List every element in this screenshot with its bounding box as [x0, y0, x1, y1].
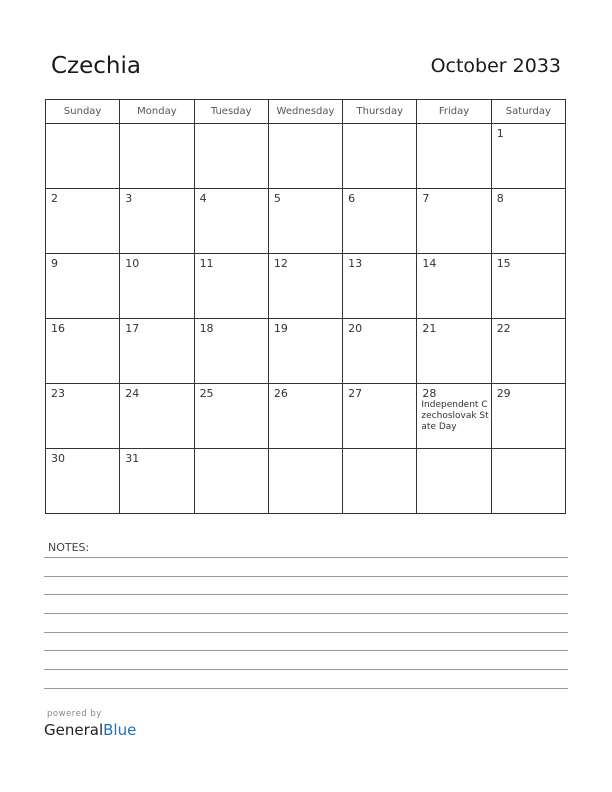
day-number: 23: [51, 387, 65, 400]
logo-general-text: General: [44, 721, 104, 739]
day-number: 17: [125, 322, 140, 335]
day-cell: [120, 189, 194, 254]
day-number: [417, 124, 490, 127]
weekday-wednesday: Wednesday: [268, 100, 342, 124]
day-number: 4: [199, 192, 207, 205]
day-number: 9: [51, 257, 58, 270]
day-cell: [120, 124, 194, 189]
day-number: 25: [199, 387, 214, 400]
day-cell: [268, 384, 342, 449]
logo-blue-text: Blue: [103, 721, 137, 739]
day-number: 24: [125, 387, 140, 400]
day-cell: [417, 189, 491, 254]
day-number: 2: [51, 192, 58, 205]
day-cell: [268, 449, 342, 514]
week-row-3: [46, 254, 566, 319]
day-cell: [343, 254, 417, 319]
weekday-thursday: Thursday: [343, 100, 417, 124]
day-number: 1: [496, 127, 504, 140]
day-number: [120, 124, 193, 127]
day-cell: [417, 319, 491, 384]
notes-line: [44, 576, 568, 577]
day-number: 16: [51, 322, 65, 335]
day-number: 14: [422, 257, 437, 270]
day-number: 20: [348, 322, 363, 335]
day-cell: [268, 254, 342, 319]
day-number: 5: [273, 192, 281, 205]
day-number: 8: [496, 192, 504, 205]
day-number: 7: [422, 192, 430, 205]
weekday-saturday: Saturday: [491, 100, 565, 124]
weekday-sunday: Sunday: [46, 100, 120, 124]
day-cell: [194, 449, 268, 514]
notes-line: [44, 557, 568, 558]
day-number: 28: [422, 387, 437, 400]
day-number: [492, 449, 565, 452]
day-cell: [194, 189, 268, 254]
day-number: [195, 124, 268, 127]
day-cell: [46, 254, 120, 319]
weekday-tuesday: Tuesday: [194, 100, 268, 124]
weekday-friday: Friday: [417, 100, 491, 124]
day-cell: [343, 189, 417, 254]
day-cell: [491, 254, 565, 319]
day-cell: [194, 319, 268, 384]
day-cell: [343, 124, 417, 189]
notes-line: [44, 650, 568, 651]
day-cell: [343, 384, 417, 449]
day-cell: [417, 124, 491, 189]
week-row-4: [46, 319, 566, 384]
day-cell: [491, 384, 565, 449]
notes-line: [44, 632, 568, 633]
calendar-grid: [45, 99, 566, 514]
day-number: 31: [125, 452, 140, 465]
day-number: 21: [422, 322, 437, 335]
day-number: [46, 124, 119, 127]
generalblue-logo: [44, 721, 136, 739]
week-row-2: [46, 189, 566, 254]
day-number: 6: [348, 192, 356, 205]
day-number: 18: [199, 322, 214, 335]
day-cell: [46, 449, 120, 514]
day-number: 11: [199, 257, 214, 270]
day-number: 13: [348, 257, 363, 270]
calendar-country-title: Czechia: [51, 53, 141, 79]
day-cell: [46, 124, 120, 189]
day-number: 19: [273, 322, 288, 335]
day-cell: [268, 189, 342, 254]
notes-line: [44, 669, 568, 670]
day-cell: [120, 319, 194, 384]
day-cell-holiday: [417, 384, 491, 449]
notes-line: [44, 613, 568, 614]
day-number: [269, 124, 342, 127]
day-cell: [268, 124, 342, 189]
notes-line: [44, 594, 568, 595]
day-number: 15: [496, 257, 511, 270]
day-number: 22: [496, 322, 511, 335]
day-cell: [491, 449, 565, 514]
day-number: 27: [348, 387, 363, 400]
day-cell: [120, 384, 194, 449]
week-row-5: [46, 384, 566, 449]
day-cell: [491, 319, 565, 384]
day-cell: [417, 254, 491, 319]
holiday-label: Independent Czechoslovak State Day: [421, 400, 489, 432]
day-cell: [120, 254, 194, 319]
day-number: [343, 449, 416, 452]
day-number: [195, 449, 268, 452]
day-cell: [343, 449, 417, 514]
day-number: 10: [125, 257, 140, 270]
day-number: 26: [273, 387, 288, 400]
day-cell: [46, 384, 120, 449]
day-cell: [417, 449, 491, 514]
day-number: [343, 124, 416, 127]
day-number: 30: [51, 452, 65, 465]
day-cell: [343, 319, 417, 384]
weekday-monday: Monday: [120, 100, 194, 124]
notes-line: [44, 688, 568, 689]
powered-by-text: powered by: [47, 709, 102, 719]
day-number: [269, 449, 342, 452]
day-cell: [46, 189, 120, 254]
week-row-1: [46, 124, 566, 189]
day-cell: [194, 254, 268, 319]
day-number: 29: [496, 387, 511, 400]
day-cell: [194, 124, 268, 189]
day-cell: [268, 319, 342, 384]
notes-label: NOTES:: [48, 541, 90, 554]
day-cell: [194, 384, 268, 449]
day-cell: [491, 124, 565, 189]
calendar-month-title: October 2033: [430, 55, 561, 77]
day-cell: [120, 449, 194, 514]
day-number: [417, 449, 490, 452]
day-number: 3: [125, 192, 133, 205]
day-cell: [46, 319, 120, 384]
weekday-header-row: [46, 100, 566, 124]
day-number: 12: [273, 257, 288, 270]
week-row-6: [46, 449, 566, 514]
day-cell: [491, 189, 565, 254]
